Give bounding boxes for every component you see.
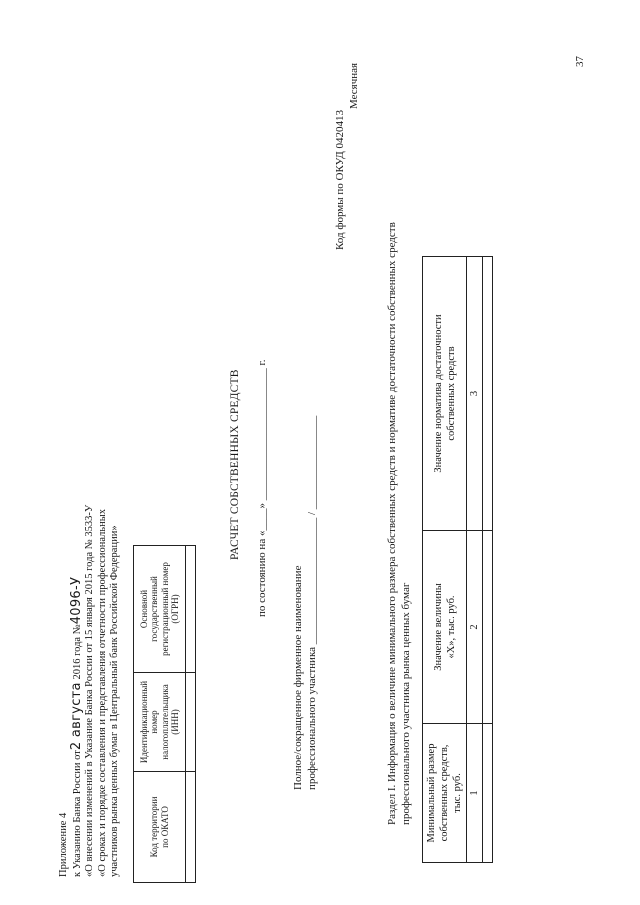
x-value xyxy=(483,531,493,724)
page-number: 37 xyxy=(574,56,586,67)
capital-adequacy-table xyxy=(422,256,493,863)
inn-value xyxy=(186,673,196,772)
participant-name-line: профессионального участника _______________________ / _________________ xyxy=(306,415,318,790)
column-number-3: 3 xyxy=(467,257,483,531)
participant-name-label: Полное/сокращенное фирменное наименование xyxy=(292,565,304,790)
column-number-2: 2 xyxy=(467,531,483,724)
okud-code: Код формы по ОКУД 0420413 xyxy=(334,109,346,250)
okato-header: Код территории по ОКАТО xyxy=(134,772,186,883)
handwritten-number: 4096-У xyxy=(68,576,84,625)
x-value-header: Значение величины «X», тыс. руб. xyxy=(423,531,467,724)
report-period: Месячная xyxy=(348,62,360,109)
header-line-5: участников рынка ценных бумаг в Центральный банк Российской Федерации» xyxy=(109,525,120,877)
decree-reference: к Указанию Банка России от2 августа 2016 года №4096-У xyxy=(68,576,84,877)
appendix-header xyxy=(58,505,122,877)
header-line-3: «О внесении изменений в Указание Банка России от 15 января 2015 года № 3533-У xyxy=(84,504,95,877)
inn-header: Идентификационный номер налогоплательщика (ИНН) xyxy=(134,673,186,772)
column-number-1: 1 xyxy=(467,724,483,863)
as-of-date-line: по состоянию на «____» ________________________ г. xyxy=(256,359,268,617)
appendix-number: Приложение 4 xyxy=(58,812,69,877)
min-capital-value xyxy=(483,724,493,863)
header-line-4: «О сроках и порядке составления и представления отчетности профессиональных xyxy=(96,508,108,877)
section-1-heading-cont: профессионального участника рынка ценных бумаг xyxy=(400,582,412,825)
section-1-heading: Раздел I. Информация о величине минимального размера собственных средств и нормативе достаточности собственных средств xyxy=(386,222,398,825)
okato-value xyxy=(186,772,196,883)
min-capital-header: Минимальный размер собственных средств, тыс. руб. xyxy=(423,724,467,863)
ogrn-value xyxy=(186,546,196,673)
adequacy-ratio-header: Значение норматива достаточности собственных средств xyxy=(423,257,467,531)
codes-table xyxy=(133,545,196,883)
ogrn-header: Основной государственный регистрационный номер (ОГРН) xyxy=(134,546,186,673)
form-title: РАСЧЕТ СОБСТВЕННЫХ СРЕДСТВ xyxy=(229,369,241,560)
handwritten-date: 2 августа xyxy=(68,682,84,751)
adequacy-ratio-value xyxy=(483,257,493,531)
